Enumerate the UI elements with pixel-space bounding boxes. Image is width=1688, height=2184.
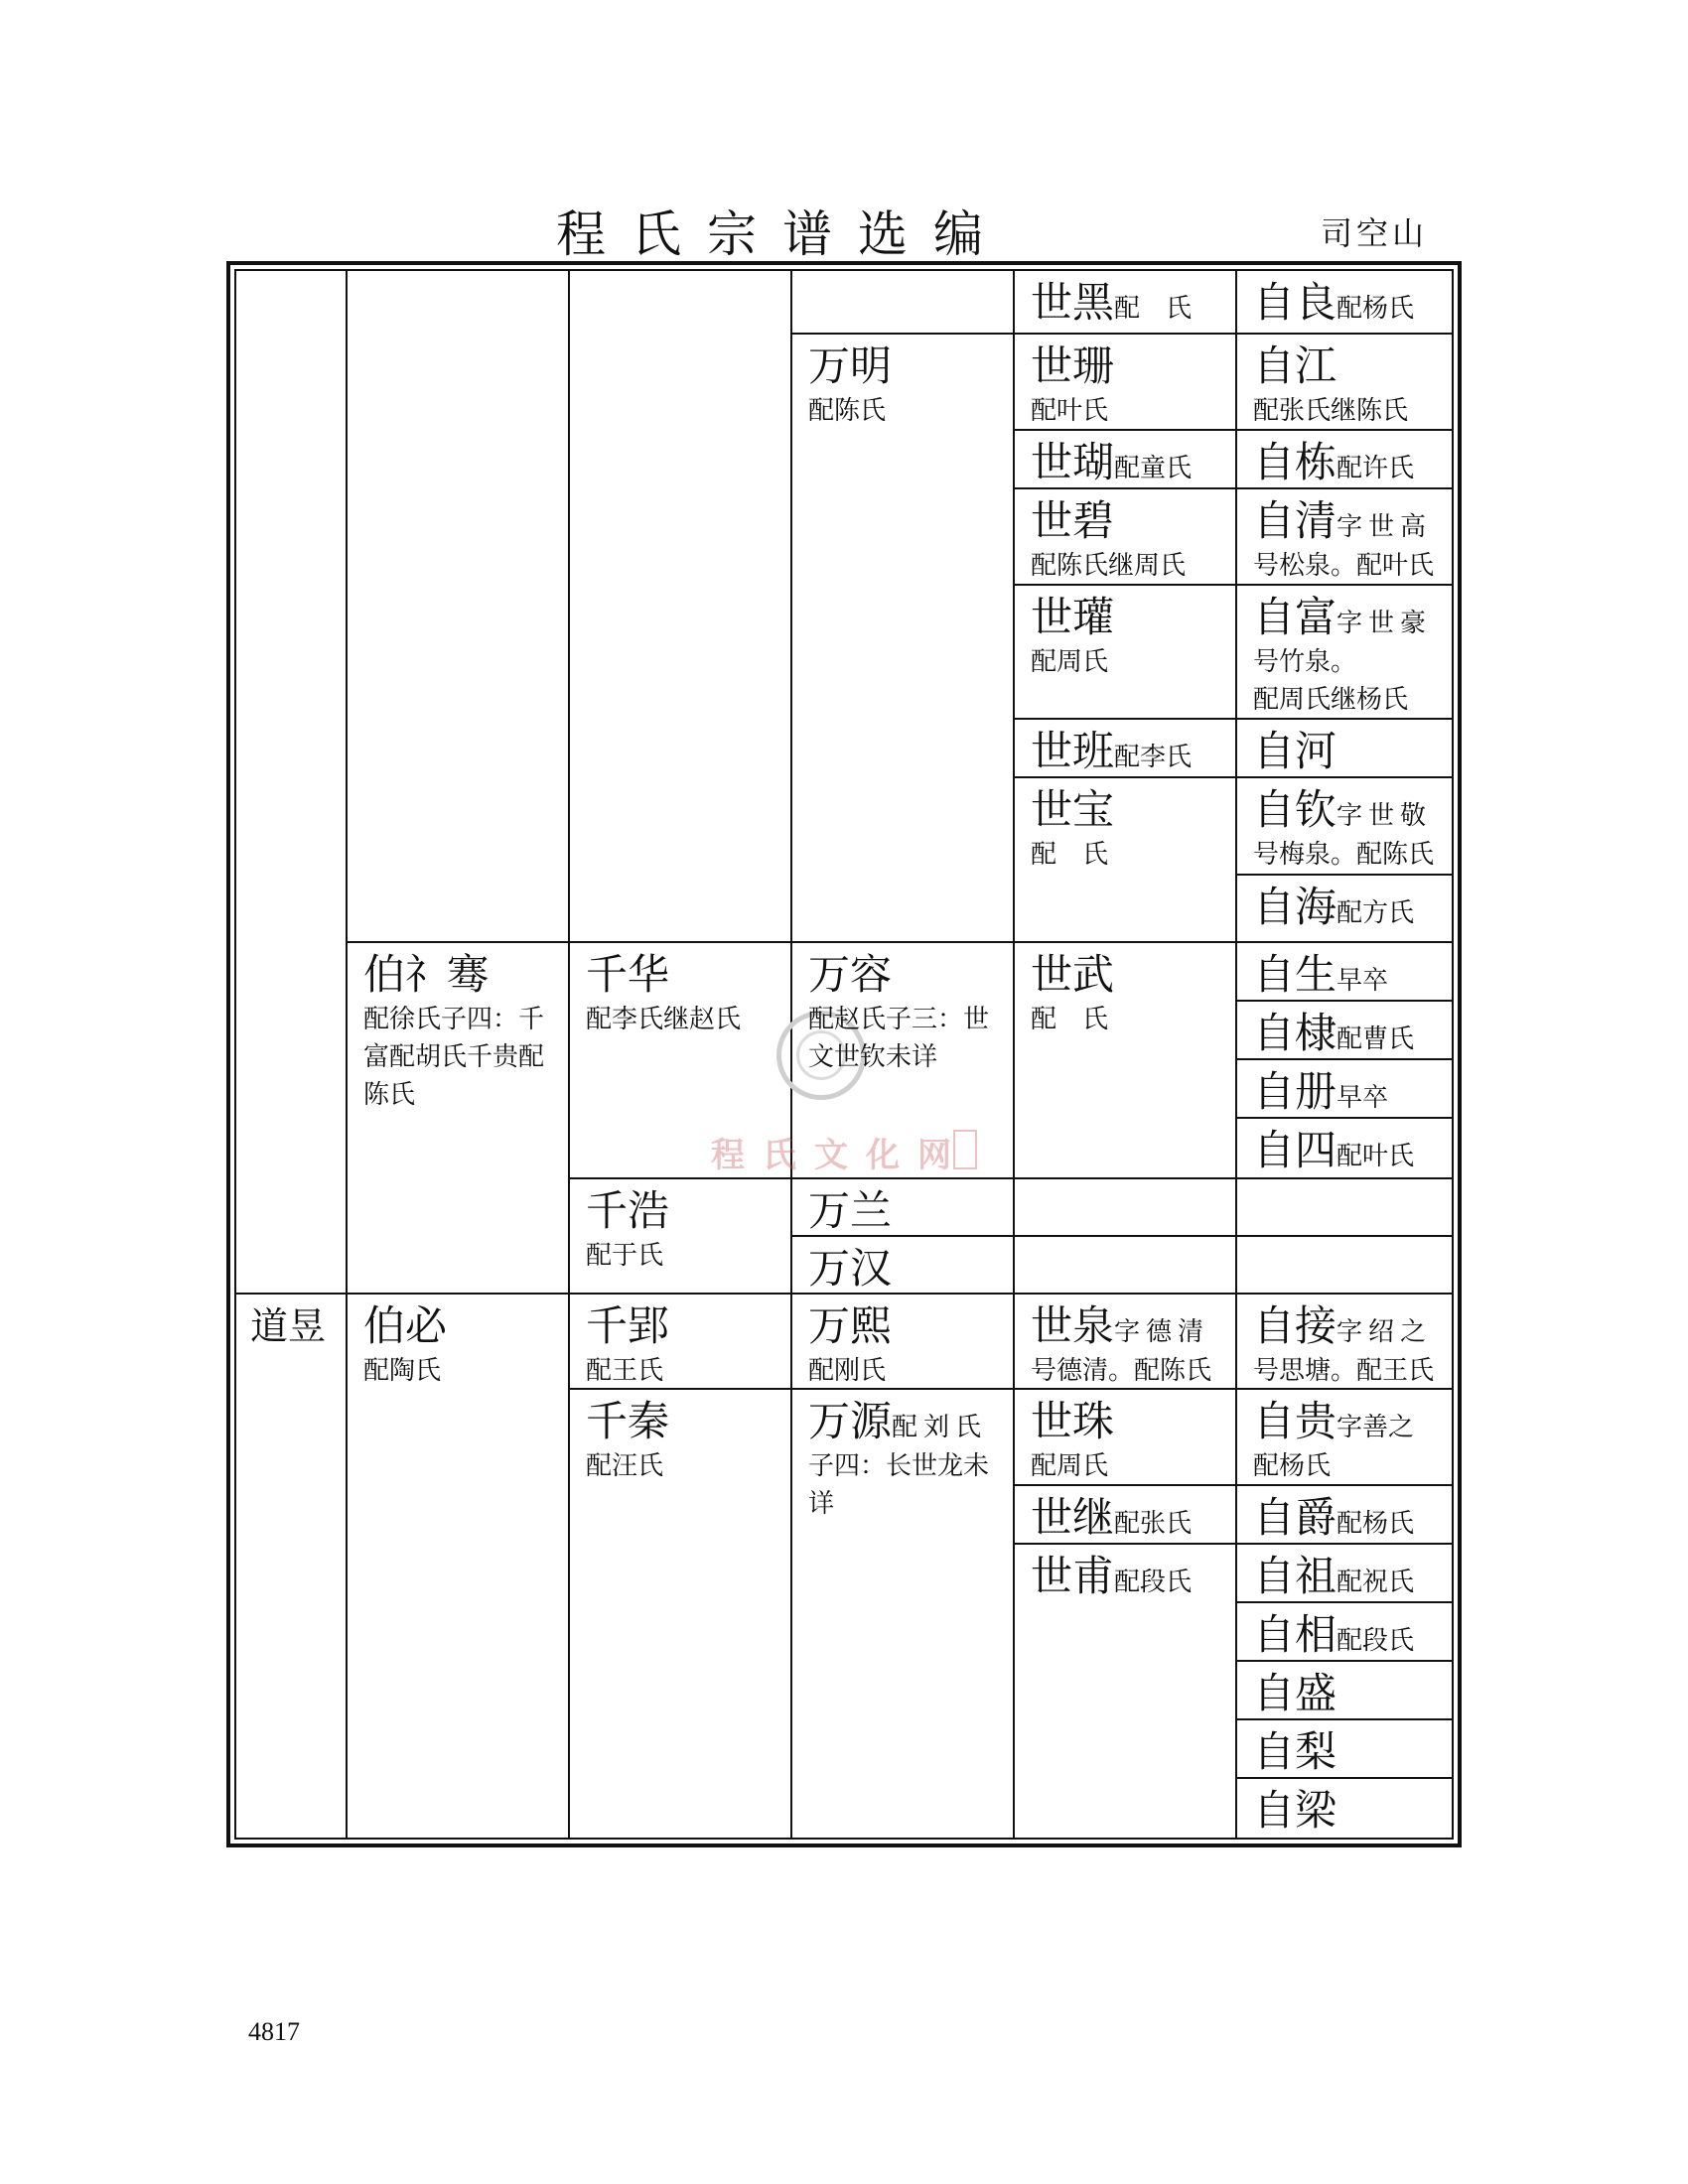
person-name: 世武 [1031, 950, 1115, 999]
person-note: 配段氏 [1336, 1626, 1415, 1656]
person-name: 伯礻骞 [363, 950, 490, 999]
person-note: 配许氏 [1336, 454, 1415, 483]
entry-bobi [348, 1295, 568, 1839]
person-name: 道昱 [250, 1304, 327, 1348]
entry-zigui [1237, 1390, 1452, 1484]
entry-ziqin [1237, 778, 1452, 874]
person-name: 伯必 [363, 1301, 448, 1350]
watermark-text: 程氏文化网 [711, 1136, 969, 1175]
entry-wanrong [792, 943, 1013, 1177]
entry-shihei [1015, 271, 1235, 333]
person-note: 早卒 [1336, 966, 1389, 996]
entry-shibi [1015, 489, 1235, 584]
person-note: 号德清。配陈氏 [1031, 1356, 1212, 1386]
entry-zidi [1237, 1002, 1452, 1058]
entry-shiquan [1015, 1295, 1235, 1388]
person-style-name: 字德清 [1114, 1317, 1210, 1347]
person-note: 子四：长世龙未详 [808, 1451, 990, 1519]
person-name: 自四 [1253, 1126, 1337, 1174]
person-note: 配杨氏 [1336, 1509, 1415, 1539]
person-note: 配 氏 [1031, 1005, 1109, 1034]
person-name: 自良 [1253, 278, 1337, 327]
entry-bojian [348, 943, 568, 1293]
person-name: 万明 [808, 341, 893, 390]
person-note: 配 氏 [1031, 840, 1109, 870]
person-name: 自贵 [1253, 1397, 1337, 1445]
person-name: 世甫 [1031, 1552, 1115, 1600]
person-note: 配刘氏 [892, 1413, 988, 1442]
entry-ziliang [1237, 271, 1452, 333]
person-style-name: 字世高 [1336, 512, 1433, 542]
person-name: 千秦 [586, 1397, 670, 1445]
person-name: 自江 [1253, 341, 1337, 390]
person-note: 配刚氏 [808, 1356, 887, 1386]
person-note: 配方氏 [1336, 898, 1415, 928]
entry-ziliang-2 [1237, 1779, 1452, 1839]
entry-shiguan [1015, 586, 1235, 718]
person-note: 配陈氏 [808, 396, 887, 426]
person-name: 世瓘 [1031, 593, 1115, 641]
entry-zidong [1237, 431, 1452, 487]
person-note: 配周氏 [1031, 1451, 1109, 1481]
person-note: 配段氏 [1114, 1568, 1193, 1597]
person-name: 自相 [1253, 1610, 1337, 1659]
person-name: 自梁 [1253, 1786, 1337, 1835]
person-name: 自清 [1253, 496, 1337, 545]
entry-shiwu [1015, 943, 1235, 1177]
entry-zijue [1237, 1486, 1452, 1543]
person-name: 世泉 [1031, 1301, 1115, 1350]
person-note: 配周氏继杨氏 [1253, 685, 1409, 715]
person-note: 配徐氏子四：千富配胡氏千贵配陈氏 [363, 1005, 545, 1110]
person-note: 配王氏 [586, 1356, 664, 1386]
entry-shizhu [1015, 1390, 1235, 1484]
person-name: 自海 [1253, 883, 1337, 931]
person-name: 世继 [1031, 1493, 1115, 1542]
person-note: 配童氏 [1114, 454, 1193, 483]
entry-zifu [1237, 586, 1452, 718]
entry-qianhua [570, 943, 790, 1177]
page-subtitle: 司空山 [1321, 214, 1429, 252]
person-name: 千华 [586, 950, 670, 999]
entry-zijiang [1237, 335, 1452, 429]
person-note: 配陶氏 [363, 1356, 442, 1386]
entry-qianqin [570, 1390, 790, 1839]
person-name: 自钦 [1253, 785, 1337, 834]
person-note: 号竹泉。 [1253, 647, 1357, 677]
person-name: 世珊 [1031, 341, 1115, 390]
person-name: 世宝 [1031, 785, 1115, 834]
person-style-name: 字世豪 [1336, 609, 1433, 638]
person-note: 配李氏 [1114, 743, 1193, 772]
person-note: 早卒 [1336, 1083, 1389, 1113]
person-name: 自栋 [1253, 438, 1337, 486]
page-title: 程氏宗谱选编 [556, 205, 1009, 263]
entry-shiban [1015, 720, 1235, 776]
page-number: 4817 [248, 2017, 300, 2046]
person-note: 配杨氏 [1253, 1451, 1332, 1481]
person-note: 配杨氏 [1336, 294, 1415, 324]
person-name: 世瑚 [1031, 438, 1115, 486]
person-note: 配赵氏子三：世文世钦未详 [808, 1005, 990, 1072]
entry-zijie [1237, 1295, 1452, 1388]
person-name: 世珠 [1031, 1397, 1115, 1445]
person-name: 自爵 [1253, 1493, 1337, 1542]
person-name: 千浩 [586, 1186, 670, 1235]
person-style-name: 字绍之 [1336, 1317, 1433, 1347]
person-note: 号松泉。配叶氏 [1253, 551, 1435, 581]
entry-zisheng [1237, 943, 1452, 1000]
person-style-name: 字世敬 [1336, 801, 1433, 831]
entry-shihu [1015, 431, 1235, 487]
person-style-name: 字善之 [1336, 1413, 1415, 1442]
entry-shiji [1015, 1486, 1235, 1543]
entry-zizu [1237, 1545, 1452, 1601]
person-name: 世黑 [1031, 278, 1115, 327]
entry-zisi [1237, 1119, 1452, 1177]
person-name: 自生 [1253, 950, 1337, 999]
entry-daoyu [236, 1295, 346, 1839]
person-name: 自梨 [1253, 1727, 1337, 1776]
person-note: 配曹氏 [1336, 1024, 1415, 1054]
person-note: 配叶氏 [1336, 1142, 1415, 1171]
person-note: 配张氏继陈氏 [1253, 396, 1409, 426]
person-name: 千郢 [586, 1301, 670, 1350]
person-note: 配李氏继赵氏 [586, 1005, 742, 1034]
entry-qianying [570, 1295, 790, 1388]
person-name: 自接 [1253, 1301, 1337, 1350]
person-note: 号梅泉。配陈氏 [1253, 840, 1435, 870]
person-name: 自祖 [1253, 1552, 1337, 1600]
person-note: 配于氏 [586, 1241, 664, 1271]
person-name: 自册 [1253, 1067, 1337, 1116]
person-name: 自河 [1253, 727, 1337, 775]
entry-wanhan [792, 1237, 1013, 1293]
entry-zihe [1237, 720, 1452, 776]
entry-wanyuan [792, 1390, 1013, 1839]
entry-qianhao [570, 1179, 790, 1293]
person-name: 万源 [808, 1397, 893, 1445]
entry-zice [1237, 1060, 1452, 1117]
person-name: 自盛 [1253, 1669, 1337, 1717]
person-name: 自棣 [1253, 1009, 1337, 1057]
person-note: 配祝氏 [1336, 1568, 1415, 1597]
entry-zixiang [1237, 1603, 1452, 1660]
person-note: 配叶氏 [1031, 396, 1109, 426]
person-name: 万汉 [808, 1244, 893, 1293]
entry-shibao [1015, 778, 1235, 937]
person-note: 配周氏 [1031, 647, 1109, 677]
entry-shifu [1015, 1545, 1235, 1839]
entry-ziqing [1237, 489, 1452, 584]
entry-shishan [1015, 335, 1235, 429]
entry-zihai [1237, 876, 1452, 941]
person-note: 号思塘。配王氏 [1253, 1356, 1435, 1386]
person-note: 配张氏 [1114, 1509, 1193, 1539]
entry-wanxi [792, 1295, 1013, 1388]
person-note: 配汪氏 [586, 1451, 664, 1481]
entry-wanlan [792, 1179, 1013, 1235]
person-name: 万熙 [808, 1301, 893, 1350]
entry-zili [1237, 1720, 1452, 1777]
person-name: 世班 [1031, 727, 1115, 775]
entry-zisheng-2 [1237, 1662, 1452, 1718]
person-note: 配陈氏继周氏 [1031, 551, 1187, 581]
person-name: 万容 [808, 950, 893, 999]
entry-wanming [792, 335, 1013, 930]
person-name: 自富 [1253, 593, 1337, 641]
person-name: 万兰 [808, 1186, 893, 1235]
person-name: 世碧 [1031, 496, 1115, 545]
person-note: 配 氏 [1114, 294, 1193, 324]
